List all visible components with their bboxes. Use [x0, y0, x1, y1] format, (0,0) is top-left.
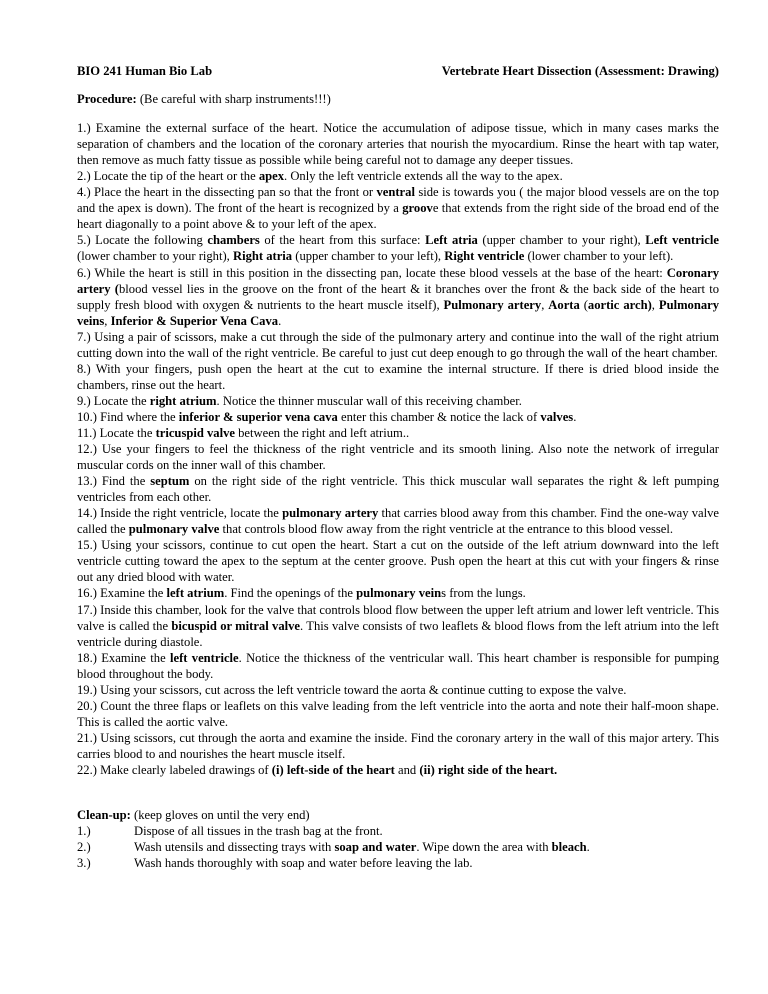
text-run: that controls blood flow away from the right ventricle at the entrance to this blood vessel.: [219, 522, 673, 537]
text-run: 11.) Locate the: [77, 425, 156, 440]
bold-term: Left atria: [425, 233, 478, 248]
bold-term: pulmonary vein: [356, 586, 442, 601]
text-run: 15.) Using your scissors, continue to cut open the heart. Start a cut on the outside of the left atrium downward into the left ventricle cutting toward the apex to the septum at the center groove. Push open the heart at this cut with your fingers & rinse out any dried blood with water.: [77, 538, 719, 585]
procedure-step: [77, 184, 719, 232]
procedure-note: (Be careful with sharp instruments!!!): [139, 92, 331, 107]
text-run: (lower chamber to your right),: [77, 249, 233, 264]
bold-term: aortic arch): [587, 297, 652, 312]
text-run: 13.) Find the: [77, 474, 151, 489]
text-run: blood vessel lies in the groove on the front of the heart & it branches over the front & the back side of the heart to supply fresh blood with oxygen & nutrients to the heart muscle itself),: [77, 281, 719, 312]
cleanup-note: (keep gloves on until the very end): [134, 808, 310, 823]
procedure-step: [77, 698, 719, 730]
text-run: (lower chamber to your left).: [524, 249, 674, 264]
bold-term: bleach: [551, 840, 587, 855]
procedure-step: [77, 232, 719, 264]
procedure-step: [77, 505, 719, 537]
bold-term: Right ventricle: [444, 249, 525, 264]
bold-term: Inferior & Superior Vena Cava: [110, 313, 279, 328]
text-run: 2.) Locate the tip of the heart or the: [77, 169, 259, 184]
text-run: . This valve consists of two leaflets & blood flows from the left atrium into the left ventricle during diastole.: [77, 618, 719, 649]
procedure-step: [77, 602, 719, 650]
text-run: 1.) Examine the external surface of the heart. Notice the accumulation of adipose tissue, which in many cases marks the separation of chambers and the location of the coronary arteries that nourish the myocardium. Rinse the heart with tap water, then remove as much fatty tissue as possible while being careful not to damage any deeper tissues.: [77, 121, 719, 168]
text-run: Dispose of all tissues in the trash bag at the front.: [134, 824, 383, 839]
bold-term: chambers: [207, 233, 260, 248]
bold-term: apex: [258, 169, 285, 184]
bold-term: Pulmonary artery: [443, 297, 542, 312]
procedure-step: [77, 120, 719, 168]
text-run: 10.) Find where the: [77, 409, 179, 424]
text-run: of the heart from this surface:: [259, 233, 426, 248]
text-run: 22.) Make clearly labeled drawings of: [77, 762, 272, 777]
text-run: 20.) Count the three flaps or leaflets on this valve leading from the left ventricle into the aorta and note their half-moon shape. This is called the aortic valve.: [77, 698, 719, 729]
cleanup-heading: [77, 807, 719, 823]
text-run: 12.) Use your fingers to feel the thickness of the right ventricle and its smooth lining. Also note the network of irregular muscular cords on the inner wall of this chamber.: [77, 442, 719, 473]
course-title: BIO 241 Human Bio Lab: [77, 64, 213, 78]
procedure-step: [77, 425, 719, 441]
lab-title: Vertebrate Heart Dissection (Assessment: Drawing): [441, 64, 719, 78]
text-run: 9.) Locate the: [77, 393, 150, 408]
bold-term: pulmonary valve: [128, 522, 220, 537]
procedure-step: [77, 361, 719, 393]
procedure-step: [77, 473, 719, 505]
cleanup-item: [77, 855, 719, 871]
text-run: enter this chamber & notice the lack of: [337, 409, 541, 424]
page-header: [77, 63, 719, 79]
cleanup-item: [77, 839, 719, 855]
cleanup-item-text: [134, 839, 590, 855]
text-run: . Find the openings of the: [224, 586, 357, 601]
text-run: side is towards you ( the major blood vessels are on the top and the apex is down). The front of the heart is recognized by a: [77, 185, 719, 216]
procedure-step: [77, 409, 719, 425]
bold-term: (ii) right side of the heart.: [419, 762, 558, 777]
bold-term: left ventricle: [170, 650, 239, 665]
text-run: . Notice the thinner muscular wall of this receiving chamber.: [216, 393, 522, 408]
procedure-steps: [77, 120, 719, 778]
text-run: ,: [541, 297, 549, 312]
text-run: . Only the left ventricle extends all the way to the apex.: [284, 169, 563, 184]
procedure-step: [77, 441, 719, 473]
text-run: e that extends from the right side of the broad end of the heart diagonally to a point above & to your left of the apex.: [77, 201, 719, 232]
procedure-step: [77, 168, 719, 184]
text-run: . Notice the thickness of the ventricular wall. This heart chamber is responsible for pumping blood throughout the body.: [77, 650, 720, 681]
text-run: 4.) Place the heart in the dissecting pan so that the front or: [77, 185, 377, 200]
bold-term: groov: [402, 201, 433, 216]
bold-term: Coronary artery (: [77, 265, 719, 296]
bold-term: Pulmonary veins: [77, 297, 720, 328]
text-run: 17.) Inside this chamber, look for the valve that controls blood flow between the upper left atrium and lower left ventricle. This valve is called the: [77, 602, 719, 633]
text-run: (upper chamber to your right),: [477, 233, 646, 248]
text-run: s from the lungs.: [441, 586, 526, 601]
text-run: 5.) Locate the following: [77, 233, 208, 248]
bold-term: septum: [150, 474, 190, 489]
bold-term: valves: [540, 409, 574, 424]
cleanup-item-number: 2.): [77, 840, 91, 855]
bold-term: soap and water: [334, 840, 417, 855]
text-run: 16.) Examine the: [77, 586, 167, 601]
procedure-step: [77, 762, 719, 778]
text-run: 21.) Using scissors, cut through the aorta and examine the inside. Find the coronary artery in the wall of this major artery. This carries blood to and nourishes the heart muscle itself.: [77, 730, 719, 761]
text-run: . Wipe down the area with: [416, 840, 552, 855]
cleanup-item-number: 1.): [77, 824, 91, 839]
cleanup-item-text: [134, 855, 473, 871]
cleanup-item-text: [134, 823, 383, 839]
cleanup-label: Clean-up:: [77, 808, 131, 823]
text-run: 19.) Using your scissors, cut across the left ventricle toward the aorta & continue cutting to expose the valve.: [77, 682, 627, 697]
cleanup-item-number: 3.): [77, 856, 91, 871]
text-run: (upper chamber to your left),: [292, 249, 445, 264]
procedure-step: [77, 329, 719, 361]
procedure-label: Procedure:: [77, 92, 137, 107]
text-run: 18.) Examine the: [77, 650, 170, 665]
text-run: that carries blood away from this chamber. Find the one-way valve called the: [77, 506, 720, 537]
procedure-heading: [77, 91, 719, 107]
text-run: Wash hands thoroughly with soap and water before leaving the lab.: [134, 856, 473, 871]
document-page: [77, 63, 719, 871]
text-run: 8.) With your fingers, push open the heart at the cut to examine the internal structure. If there is dried blood inside the chambers, rinse out the heart.: [77, 361, 719, 392]
bold-term: Aorta: [548, 297, 580, 312]
bold-term: pulmonary artery: [282, 506, 379, 521]
text-run: .: [573, 409, 577, 424]
procedure-step: [77, 393, 719, 409]
procedure-step: [77, 585, 719, 601]
text-run: between the right and left atrium..: [234, 425, 410, 440]
procedure-step: [77, 650, 719, 682]
procedure-step: [77, 265, 719, 329]
text-run: on the right side of the right ventricle. This thick muscular wall separates the right & left pumping ventricles from each other.: [77, 474, 719, 505]
text-run: .: [586, 840, 590, 855]
bold-term: ventral: [376, 185, 415, 200]
text-run: (: [579, 297, 588, 312]
text-run: and: [394, 762, 420, 777]
cleanup-list: [77, 823, 719, 871]
text-run: 7.) Using a pair of scissors, make a cut through the side of the pulmonary artery and continue into the wall of the right atrium cutting down into the wall of the right ventricle. Be careful to just cut deep enough to go through the wall of the heart chamber.: [77, 329, 719, 360]
cleanup-item: [77, 823, 719, 839]
text-run: 6.) While the heart is still in this position in the dissecting pan, locate these blood vessels at the base of the heart:: [77, 265, 667, 280]
bold-term: inferior & superior vena cava: [178, 409, 338, 424]
text-run: .: [278, 313, 282, 328]
text-run: ,: [651, 297, 659, 312]
procedure-step: [77, 537, 719, 585]
bold-term: tricuspid valve: [155, 425, 235, 440]
bold-term: right atrium: [149, 393, 217, 408]
procedure-step: [77, 682, 719, 698]
bold-term: Left ventricle: [645, 233, 719, 248]
bold-term: bicuspid or mitral valve: [171, 618, 301, 633]
text-run: 14.) Inside the right ventricle, locate the: [77, 506, 283, 521]
procedure-step: [77, 730, 719, 762]
text-run: ,: [104, 313, 111, 328]
bold-term: left atrium: [166, 586, 225, 601]
bold-term: (i) left-side of the heart: [271, 762, 395, 777]
text-run: Wash utensils and dissecting trays with: [134, 840, 335, 855]
bold-term: Right atria: [232, 249, 293, 264]
